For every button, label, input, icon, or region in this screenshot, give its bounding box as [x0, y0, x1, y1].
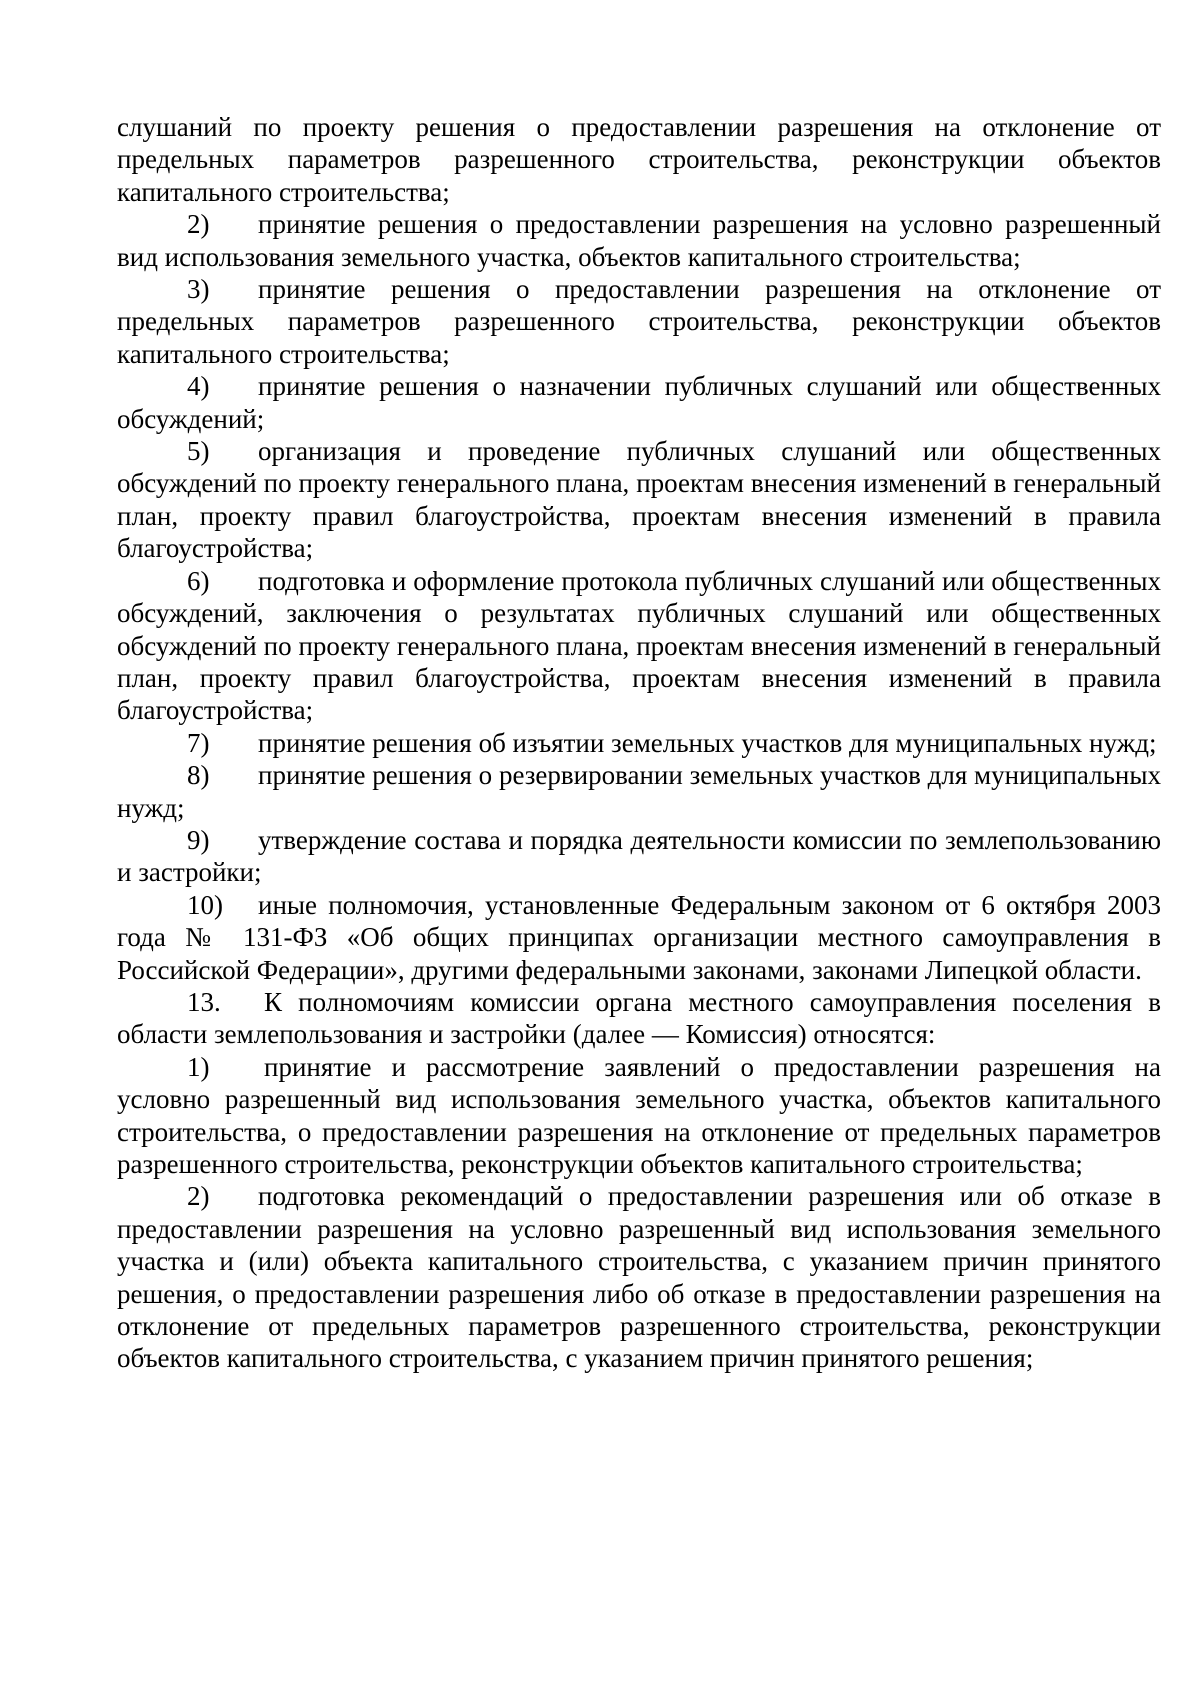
- list-item: [117, 759, 1161, 824]
- section-text: К полномочиям комиссии органа местного самоуправления поселения в области землепользования и застройки (далее — Комиссия) относятся:: [117, 986, 1161, 1050]
- list-item: [117, 1180, 1161, 1374]
- item-number: 2): [187, 1181, 210, 1212]
- list-item: [117, 1051, 1161, 1181]
- list-item: [117, 565, 1161, 727]
- item-text: подготовка и оформление протокола публичных слушаний или общественных обсуждений, заключения о результатах публичных слушаний или общественных обсуждений по проекту генерального плана, проектам внесения изменений в генеральный план, проекту правил благоустройства, проектам внесения изменений в правила благоустройства;: [117, 565, 1161, 726]
- item-text: принятие решения о назначении публичных слушаний или общественных обсуждений;: [117, 371, 1161, 434]
- item-text: иные полномочия, установленные Федеральным законом от 6 октября 2003 года № 131-ФЗ «Об общих принципах организации местного самоуправления в Российской Федерации», другими федеральными законами, законами Липецкой области.: [117, 889, 1161, 985]
- item-text: принятие и рассмотрение заявлений о предоставлении разрешения на условно разрешенный вид использования земельного участка, объектов капитального строительства, о предоставлении разрешения на отклонение от предельных параметров разрешенного строительства, реконструкции объектов капитального строительства;: [117, 1051, 1161, 1179]
- item-number: 4): [187, 371, 210, 402]
- item-number: 2): [187, 209, 210, 240]
- item-number: 6): [187, 565, 210, 596]
- list-item: [117, 889, 1161, 986]
- list-item: [117, 435, 1161, 565]
- item-number: 5): [187, 436, 210, 467]
- list-item: [117, 370, 1161, 435]
- continuation-paragraph: слушаний по проекту решения о предоставлении разрешения на отклонение от предельных параметров разрешенного строительства, реконструкции объектов капитального строительства;: [117, 112, 1161, 207]
- list-item: [117, 208, 1161, 273]
- item-number: 10): [187, 889, 223, 920]
- list-item: [117, 824, 1161, 889]
- item-number: 7): [187, 727, 210, 758]
- item-number: 3): [187, 274, 210, 305]
- item-text: принятие решения о предоставлении разрешения на условно разрешенный вид использования земельного участка, объектов капитального строительства;: [117, 209, 1161, 272]
- list-item: [117, 727, 1161, 759]
- item-number: 9): [187, 824, 210, 855]
- section-number: 13.: [187, 986, 221, 1017]
- item-text: организация и проведение публичных слушаний или общественных обсуждений по проекту генерального плана, проектам внесения изменений в генеральный план, проекту правил благоустройства, проектам внесения изменений в правила благоустройства;: [117, 436, 1161, 564]
- item-number: 8): [187, 760, 210, 791]
- item-text: принятие решения об изъятии земельных участков для муниципальных нужд;: [258, 727, 1157, 758]
- item-text: принятие решения о резервировании земельных участков для муниципальных нужд;: [117, 760, 1161, 823]
- item-text: утверждение состава и порядка деятельности комиссии по землепользованию и застройки;: [117, 824, 1161, 888]
- list-item: [117, 273, 1161, 370]
- section-13-heading: [117, 986, 1161, 1051]
- document-page: [117, 111, 1161, 1375]
- item-number: 1): [187, 1051, 210, 1082]
- item-text: подготовка рекомендаций о предоставлении разрешения или об отказе в предоставлении разрешения на условно разрешенный вид использования земельного участка и (или) объекта капитального строительства, с указанием причин принятого решения, о предоставлении разрешения либо об отказе в предоставлении разрешения на отклонение от предельных параметров разрешенного строительства, реконструкции объектов капитального строительства, с указанием причин принятого решения;: [117, 1181, 1161, 1374]
- item-text: принятие решения о предоставлении разрешения на отклонение от предельных параметров разрешенного строительства, реконструкции объектов капитального строительства;: [117, 274, 1161, 369]
